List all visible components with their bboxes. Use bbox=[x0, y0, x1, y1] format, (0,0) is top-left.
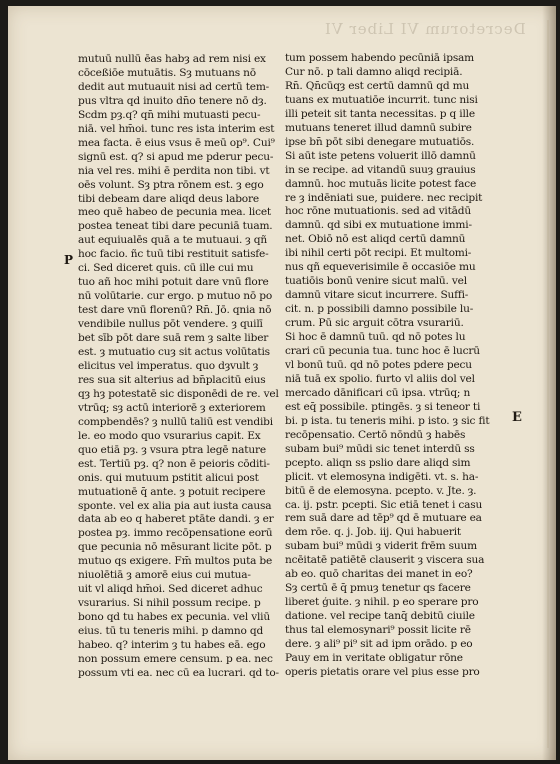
left-column-line: le. eo modo quo vsurarius capit. Ex bbox=[78, 429, 261, 442]
right-column-line: tuans ex mutuatiōe incurrit. tunc nisi bbox=[285, 93, 478, 106]
left-column-line: elicitus vel imperatus. quo dȝvult ȝ bbox=[78, 359, 259, 372]
left-column-line: qȝ hȝ potestatē sic disponēdi de re. vel bbox=[78, 387, 279, 400]
right-column-line: illi peteit sit tanta necessitas. p q ille bbox=[285, 107, 475, 120]
right-column-line: damnū vitare sicut incurrere. Suffi- bbox=[285, 289, 469, 302]
right-column-line: ibi nihil certi pōt recipi. Et multomi- bbox=[285, 247, 472, 260]
left-column-line: hoc facio. ñc tuū tibi restituit satisfe- bbox=[78, 248, 269, 261]
right-column-line: subam bui⁹ mūdi ȝ viderit frēm suum bbox=[285, 540, 477, 553]
left-column-line: est. ȝ mutuatio cuȝ sit actus volūtatis bbox=[78, 346, 270, 359]
show-through-header: Decretorum VI Liber VI bbox=[324, 20, 526, 38]
left-column-line: sponte. vel ex alia pia aut iusta causa bbox=[78, 499, 272, 512]
left-column-line: pus vltra qd inuito dn̄o tenere nō dȝ. bbox=[78, 94, 267, 107]
right-text-column bbox=[285, 52, 500, 680]
left-column-line: mutuationē q̄ ante. ȝ potuit recipere bbox=[78, 485, 266, 498]
right-column-line: Si hoc ē damnū tuū. qd nō potes lu bbox=[285, 331, 466, 344]
left-column-line: postea pȝ. immo recōpensatione eorū bbox=[78, 527, 273, 540]
left-column-line: aut equiualēs quā a te mutuaui. ȝ qñ bbox=[78, 234, 267, 247]
margin-mark-right: E bbox=[512, 410, 522, 425]
left-column-line: compbendēs? ȝ nullū taliū est vendibi bbox=[78, 415, 273, 428]
right-column-line: vl bonū tuū. qd nō potes pdere pecu bbox=[285, 358, 472, 371]
right-column-line: rem suā dare ad tēp⁹ qd ē mutuare ea bbox=[285, 512, 482, 525]
left-column-line: tibi debeam dare aliqd deus labore bbox=[78, 192, 259, 205]
right-column-line: ca. ij. pstr. pcepti. Sic etiā tenet i casu bbox=[285, 498, 483, 511]
right-column-line: re ȝ indēniati sue, puidere. nec recipit bbox=[285, 191, 483, 204]
left-column-line: data ab eo q haberet ptāte dandi. ȝ er bbox=[78, 513, 274, 526]
right-column-line: damnū. qd sibi ex mutuatione immi- bbox=[285, 219, 472, 232]
right-column-line: mercado dānificari cū ipsa. vtrūq; n bbox=[285, 386, 471, 399]
right-column-line: hoc rōne mutuationis. sed ad vitādū bbox=[285, 205, 471, 218]
right-column-line: Cur nō. p tali damno aliqd recipiā. bbox=[285, 65, 463, 78]
left-column-line: postea teneat tibi dare pecuniā tuam. bbox=[78, 220, 273, 233]
right-column-line: bi. p ista. tu teneris mihi. p isto. ȝ sic fit bbox=[285, 414, 490, 427]
right-column-line: ab eo. quō charitas dei manet in eo? bbox=[285, 568, 473, 581]
left-column-line: niuolētiā ȝ amorē eius cui mutua- bbox=[78, 569, 251, 582]
right-column-line: recōpensatio. Certō nōndū ȝ habēs bbox=[285, 428, 466, 441]
right-column-line: pcepto. aliqn ss pslio dare aliqd sim bbox=[285, 456, 471, 469]
right-column-line: Pauy em in veritate obligatur rōne bbox=[285, 651, 463, 664]
left-column-line: quo etiā pȝ. ȝ vsura ptra legē nature bbox=[78, 443, 266, 456]
left-column-line: que pecunia nō mēsurant licite pōt. p bbox=[78, 541, 272, 554]
right-column-line: datione. vel recipe tanq̄ debitū ciuile bbox=[285, 610, 475, 623]
left-column-line: possum vti ea. nec cū ea lucrari. qd to- bbox=[78, 666, 279, 679]
left-column-line: niā. vel hm̄oi. tunc res ista interim est bbox=[78, 122, 275, 135]
right-column-line: dem rōe. q. j. Job. iij. Qui habuerit bbox=[285, 526, 461, 539]
left-column-line: nū volūtarie. cur ergo. p mutuo nō po bbox=[78, 290, 273, 303]
right-column-line: ipse bn̄ pōt sibi denegare mutuatiōs. bbox=[285, 135, 475, 148]
right-column-line: niā tuā ex spolio. furto vl aliis dol vel bbox=[285, 372, 475, 385]
right-column-line: Rn̄. Qn̄cūqȝ est certū damnū qd mu bbox=[285, 79, 470, 92]
right-column-line: damnū. hoc mutuās licite potest face bbox=[285, 177, 477, 190]
left-column-line: ci. Sed diceret quis. cū ille cui mu bbox=[78, 262, 254, 275]
left-column-line: dedit aut mutuauit nisi ad certū tem- bbox=[78, 80, 270, 93]
paragraph-mark-left: P bbox=[64, 253, 74, 267]
right-column-line: est eq̄ possibile. ptingēs. ȝ si teneor ti bbox=[285, 400, 481, 413]
left-column-line: habeo. q? interim ȝ tu habes eā. ego bbox=[78, 639, 266, 652]
right-column-line: subam bui⁹ mūdi sic tenet interdū ss bbox=[285, 442, 475, 455]
left-column-line: mutuo qs exigere. Fm̄ multos puta be bbox=[78, 555, 273, 568]
right-column-line: bitū ē de elemosyna. pcepto. v. Jte. ȝ. bbox=[285, 484, 477, 497]
left-column-line: meo quē habeo de pecunia mea. licet bbox=[78, 206, 271, 219]
left-column-line: signū est. q? si apud me pderur pecu- bbox=[78, 150, 274, 163]
left-column-line: nia vel res. mihi ē perdita non tibi. vt bbox=[78, 164, 270, 177]
right-column-line: Si aūt iste petens voluerit illō damnū bbox=[285, 149, 476, 162]
left-column-line: res sua sit alterius ad bn̄placitū eius bbox=[78, 373, 266, 386]
left-text-column bbox=[78, 53, 293, 681]
right-column-line: cit. n. p possibili damno possibile lu- bbox=[285, 303, 474, 316]
left-column-line: eius. tū tu teneris mihi. p damno qd bbox=[78, 625, 264, 638]
left-column-line: non possum emere censum. p ea. nec bbox=[78, 652, 273, 665]
left-column-line: test dare vnū florenū? Rn̄. Jō. qnia nō bbox=[78, 304, 272, 317]
right-column-line: in se recipe. ad vitandū suuȝ grauius bbox=[285, 163, 476, 176]
right-column-line: liberet ģuite. ȝ nihil. p eo sperare pro bbox=[285, 596, 479, 609]
left-column-line: tuo añ hoc mihi potuit dare vnū flore bbox=[78, 276, 269, 289]
left-column-line: vendibile nullus pōt vendere. ȝ quilī bbox=[78, 318, 263, 331]
right-column-line: dere. ȝ ali⁹ pi⁹ sit ad ipm orādo. p eo bbox=[285, 638, 473, 651]
left-column-line: oēs volunt. Sȝ ptra rōnem est. ȝ ego bbox=[78, 178, 264, 191]
right-column-line: crari cū pecunia tua. tunc hoc ē lucrū bbox=[285, 345, 480, 358]
right-column-line: ncēitatē patiētē clauserit ȝ viscera sua bbox=[285, 554, 485, 567]
right-column-line: plicit. vt elemosyna indigēti. vt. s. ha- bbox=[285, 470, 479, 483]
left-column-line: Scd̄m pȝ.q? qn̄ mihi mutuasti pecu- bbox=[78, 108, 261, 121]
right-column-line: nus qñ equeverisimile ē occasiōe mu bbox=[285, 261, 476, 274]
left-column-line: est. Tertiū pȝ. q? non ē peioris cōditi- bbox=[78, 457, 270, 470]
right-column-line: tuatiōis bonū venire sicut malū. vel bbox=[285, 275, 467, 288]
right-column-line: operis pietatis orare vel pius esse pro bbox=[285, 665, 480, 678]
right-column-line: tum possem habendo pecūniā ipsam bbox=[285, 52, 475, 64]
right-column-line: mutuans teneret illud damnū subire bbox=[285, 121, 472, 134]
left-column-line: vsurarius. Si nihil possum recipe. p bbox=[78, 597, 261, 610]
left-column-line: uit vl aliqd hm̄oi. Sed diceret adhuc bbox=[78, 583, 263, 596]
right-column-line: Sȝ certū ē q̄ pmuȝ tenetur qs facere bbox=[285, 582, 471, 595]
left-column-line: bet sīb pōt dare suā rem ȝ salte liber bbox=[78, 332, 269, 345]
left-column-line: vtrūq; sȝ actū interiorē ȝ exteriorem bbox=[78, 401, 266, 414]
right-column-line: thus tal elemosynari⁹ possit licite rē bbox=[285, 624, 471, 637]
left-column-line: bono qd tu habes ex pecunia. vel vliū bbox=[78, 611, 270, 624]
left-column-line: cōceßiōe mutuātis. Sȝ mutuans nō bbox=[78, 66, 256, 79]
right-column-line: crum. Pū sic arguit cōtra vsurariū. bbox=[285, 317, 464, 330]
left-column-line: mea facta. ē eius vsus ē meū op⁹. Cui⁹ bbox=[78, 136, 275, 149]
left-column-line: onis. qui mutuum pstitit alicui post bbox=[78, 471, 259, 484]
left-column-line: mutuū nullū ēas habȝ ad rem nisi ex bbox=[78, 53, 266, 65]
right-column-line: net. Obiō nō est aliqd certū damnū bbox=[285, 233, 466, 246]
